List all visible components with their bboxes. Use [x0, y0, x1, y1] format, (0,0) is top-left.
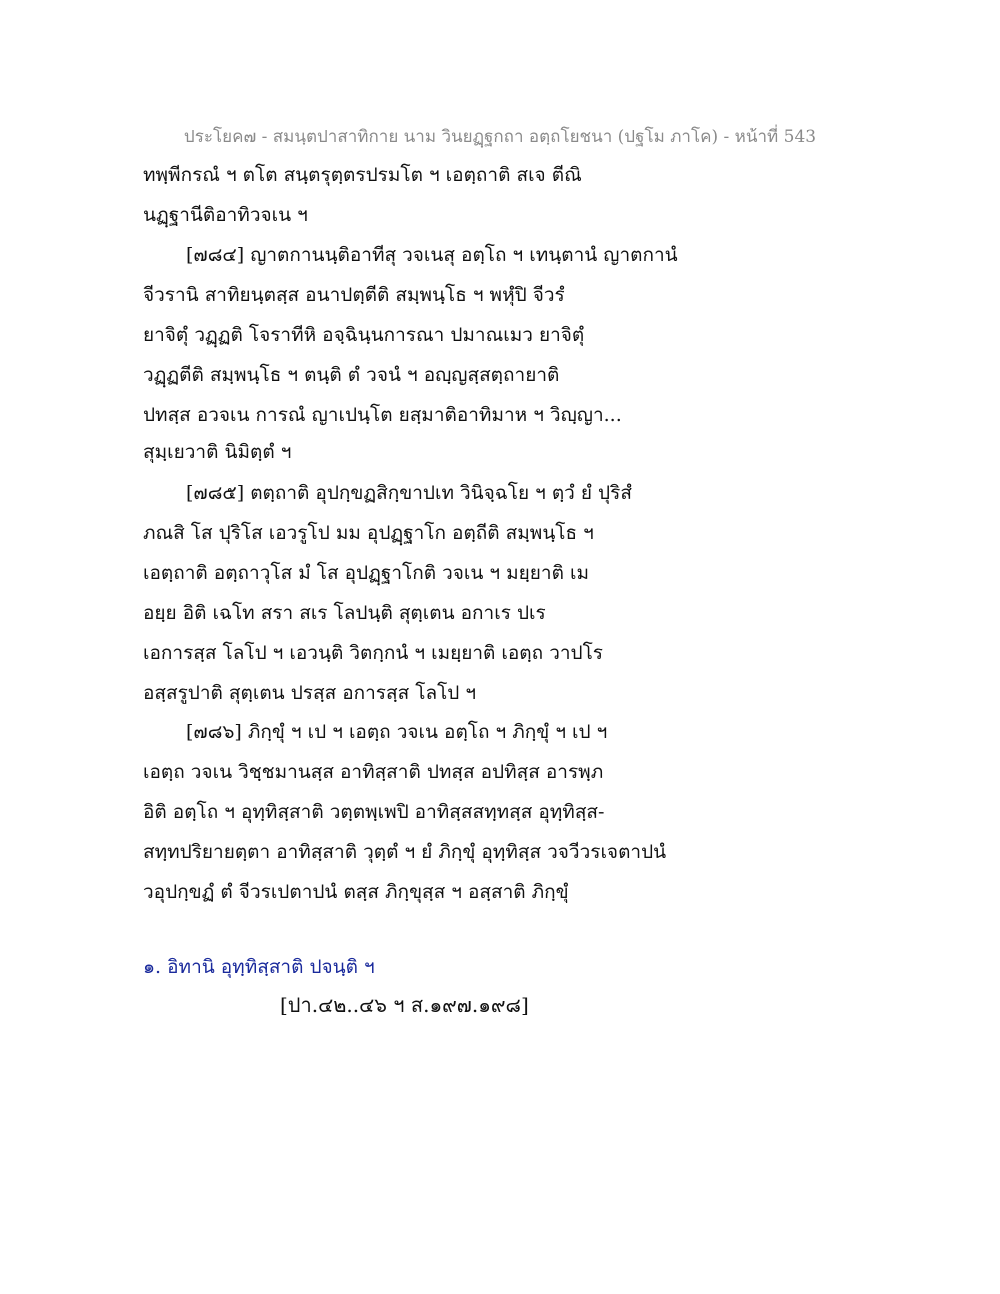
- text-line: อยฺย อิติ เฉโท สรา สเร โลปนฺติ สุตฺเตน อกาเร ปเร: [143, 602, 546, 624]
- text-line: [๗๘๖] ภิกฺขุํ ฯ เป ฯ เอตฺถ วจเน อตฺโถ ฯ ภิกฺขุํ ฯ เป ฯ: [186, 721, 608, 743]
- text-line: ปทสฺส อวจเน การณํ ญาเปนฺโต ยสฺมาติอาทิมาห ฯ วิญฺญา...: [143, 404, 622, 426]
- text-line: วอุปกฺขฏํ ตํ จีวรเปตาปนํ ตสฺส ภิกฺขุสฺส ฯ อสฺสาติ ภิกฺขุํ: [143, 881, 569, 903]
- text-line: สุมฺเยวาติ นิมิตฺตํ ฯ: [143, 441, 292, 463]
- text-line: สทฺทปริยายตฺตา อาทิสฺสาติ วุตฺตํ ฯ ยํ ภิกฺขุํ อุทฺทิสฺส วจวีวรเจตาปนํ: [143, 841, 667, 863]
- text-line: วฏฺฏตีติ สมฺพนฺโธ ฯ ตนฺติ ตํ วจนํ ฯ อญฺญสฺสตฺถายาติ: [143, 364, 560, 386]
- text-line: อสฺสรูปาติ สุตฺเตน ปรสฺส อการสฺส โลโป ฯ: [143, 682, 477, 704]
- text-line: นฏฺฐานีติอาทิวจเน ฯ: [143, 204, 308, 226]
- text-line: ยาจิตุํ วฏฺฏติ โจราทีหิ อจฺฉินฺนการณา ปมาณเมว ยาจิตุํ: [143, 324, 585, 346]
- text-line: [๗๘๔] ญาตกานนฺติอาทีสุ วจเนสุ อตฺโถ ฯ เทนฺตานํ ญาตกานํ: [186, 244, 678, 266]
- text-line: ทพฺพีกรณํ ฯ ตโต สนฺตรุตฺตรปรมโต ฯ เอตฺถาติ สเจ ตีณิ: [143, 164, 582, 186]
- footnote: ๑. อิทานิ อุทฺทิสฺสาติ ปจนฺติ ฯ: [143, 956, 375, 978]
- text-line: เอตฺถาติ อตฺถาวุโส มํ โส อุปฏฺฐาโกติ วจเน ฯ มยฺยาติ เม: [143, 562, 589, 584]
- page-reference: [ปา.๔๒..๔๖ ฯ ส.๑๙๗.๑๙๘]: [280, 993, 529, 1017]
- text-line: เอการสฺส โลโป ฯ เอวนฺติ วิตกฺกนํ ฯ เมยฺยาติ เอตฺถ วาปโร: [143, 642, 603, 664]
- text-line: อิติ อตฺโถ ฯ อุทฺทิสฺสาติ วตฺตพฺเพปิ อาทิสฺสสทฺทสฺส อุทฺทิสฺส-: [143, 801, 605, 823]
- text-line: [๗๘๕] ตตฺถาติ อุปกฺขฏสิกฺขาปเท วินิจฺฉโย ฯ ตฺวํ ยํ ปุริสํ: [186, 482, 632, 504]
- text-line: ภณสิ โส ปุริโส เอวรูโป มม อุปฏฺฐาโก อตฺถีติ สมฺพนฺโธ ฯ: [143, 522, 594, 544]
- page-header: ประโยค๗ - สมนฺตปาสาทิกาย นาม วินยฏฺฐกถา อตฺถโยชนา (ปฐโม ภาโค) - หน้าที่ 543: [183, 127, 817, 147]
- text-line: จีวรานิ สาทิยนฺตสฺส อนาปตฺตีติ สมฺพนฺโธ ฯ พหุํปิ จีวรํ: [143, 284, 565, 306]
- text-line: เอตฺถ วจเน วิชฺชมานสฺส อาทิสฺสาติ ปทสฺส อปทิสฺส อารพฺภ: [143, 761, 604, 783]
